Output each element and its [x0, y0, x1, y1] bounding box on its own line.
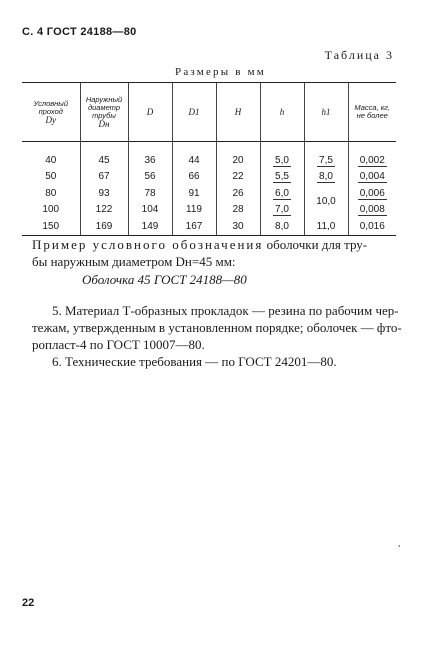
designation-formula: Оболочка 45 ГОСТ 24188—80: [82, 272, 247, 287]
table-cell: [172, 169, 216, 186]
table-row: [22, 142, 396, 169]
table-cell: [348, 202, 396, 219]
col-header-d-label: D: [146, 106, 154, 117]
table-cell-merged: [304, 185, 348, 218]
table-cell: [260, 169, 304, 186]
cell-text: 122: [95, 204, 113, 216]
col-header-nominal-bore: [22, 83, 80, 142]
table-cell: [172, 185, 216, 202]
example-text-2: бы наружным диаметром Dн=45 мм:: [32, 254, 236, 269]
col-header-nominal-bore-symbol: Dy: [45, 114, 56, 125]
table-cell: [216, 202, 260, 219]
item-5-line-2: тежам, утвержденным в установленном порядке; оболочек — фто-: [32, 320, 402, 335]
cell-text: 50: [45, 171, 57, 183]
col-header-mass: [348, 83, 396, 142]
cell-text: 8,0: [319, 171, 333, 183]
col-header-d1-label: D1: [188, 106, 200, 117]
table-cell: [348, 169, 396, 186]
cell-text: 40: [45, 154, 57, 166]
table-cell: [172, 218, 216, 235]
dimensions-caption: Размеры в мм: [175, 66, 266, 78]
table-cell: [348, 142, 396, 169]
cell-text: 36: [144, 154, 156, 166]
cell-text: 66: [188, 171, 200, 183]
table-cell: [80, 169, 128, 186]
table-cell: [304, 142, 348, 169]
cell-text: 150: [42, 220, 60, 232]
cell-text: 0,016: [359, 220, 385, 232]
table-cell: [304, 169, 348, 186]
col-header-mass-label: Масса, кг, не более: [354, 103, 391, 120]
cell-text: 67: [98, 171, 110, 183]
cell-text: 56: [144, 171, 156, 183]
dimensions-table: [22, 82, 396, 236]
cell-text: 7,0: [275, 204, 289, 216]
table-cell: [80, 202, 128, 219]
item-5-line-3: ропласт-4 по ГОСТ 10007—80.: [32, 337, 205, 352]
page-header: С. 4 ГОСТ 24188—80: [22, 26, 137, 38]
cell-text: 78: [144, 187, 156, 199]
col-header-outer-diameter-symbol: Dн: [98, 118, 110, 129]
col-header-outer-diameter-label: Наружный диаметр трубы: [85, 94, 123, 120]
table-cell: [22, 169, 80, 186]
item-5-material: [32, 302, 404, 353]
cell-text: 20: [232, 154, 244, 166]
col-header-outer-diameter: [80, 83, 128, 142]
table-cell: [216, 218, 260, 235]
cell-text: 6,0: [275, 187, 289, 199]
table-cell: [128, 202, 172, 219]
table-cell: [216, 169, 260, 186]
table-cell: [80, 218, 128, 235]
table-cell: [128, 185, 172, 202]
cell-text: 5,0: [275, 154, 289, 166]
table-cell: [22, 185, 80, 202]
table-header-row: [22, 83, 396, 142]
cell-text: 11,0: [316, 220, 336, 232]
table-cell: [348, 185, 396, 202]
cell-text: 149: [141, 220, 159, 232]
col-header-h: [260, 83, 304, 142]
cell-text: 93: [98, 187, 110, 199]
cell-text: 44: [188, 154, 200, 166]
table-label: Таблица 3: [324, 48, 394, 62]
table-cell: [260, 185, 304, 202]
table-cell: [260, 202, 304, 219]
table-cell: [128, 169, 172, 186]
cell-text: 104: [141, 204, 159, 216]
table-cell: [260, 218, 304, 235]
cell-text: 167: [185, 220, 203, 232]
cell-text: 5,5: [275, 171, 289, 183]
table-cell: [348, 218, 396, 235]
cell-text: 0,004: [359, 171, 385, 183]
cell-text: 91: [188, 187, 200, 199]
col-header-nominal-bore-label: Условный проход: [33, 98, 68, 116]
table-cell: [216, 142, 260, 169]
table-cell: [80, 185, 128, 202]
cell-text: 169: [95, 220, 113, 232]
item-5-line-1: 5. Материал Т-образных прокладок — резина по рабочим чер-: [52, 303, 399, 318]
page-number: 22: [22, 597, 35, 609]
table-cell: [304, 218, 348, 235]
item-6-technical-requirements: [32, 353, 404, 370]
cell-text: 7,5: [319, 154, 333, 166]
table-row: [22, 169, 396, 186]
cell-text: 80: [45, 187, 57, 199]
table-cell: [172, 202, 216, 219]
col-header-h1: [304, 83, 348, 142]
col-header-h-label: h: [279, 106, 285, 117]
item-6-text: 6. Технические требования — по ГОСТ 24201—80.: [52, 354, 337, 369]
table-cell: [22, 218, 80, 235]
table-cell: [172, 142, 216, 169]
col-header-h-upper: [216, 83, 260, 142]
cell-text: 28: [232, 204, 244, 216]
cell-text: 45: [98, 154, 110, 166]
col-header-d1: [172, 83, 216, 142]
cell-text: 26: [232, 187, 244, 199]
table-row: [22, 218, 396, 235]
table-cell: [128, 142, 172, 169]
table-row: [22, 185, 396, 202]
col-header-d: [128, 83, 172, 142]
margin-mark: ,: [398, 538, 401, 548]
cell-text: 30: [232, 220, 244, 232]
table-cell: [260, 142, 304, 169]
cell-text: 0,008: [359, 204, 385, 216]
cell-text: 119: [186, 204, 202, 216]
cell-text: 100: [42, 204, 60, 216]
cell-text: 22: [232, 171, 244, 183]
cell-text: 0,006: [359, 187, 385, 199]
table-cell: [80, 142, 128, 169]
col-header-h-upper-label: H: [234, 106, 242, 117]
table-cell: [22, 202, 80, 219]
table-cell: [128, 218, 172, 235]
table-cell: [216, 185, 260, 202]
designation-example: [32, 236, 404, 270]
cell-text: 8,0: [275, 220, 289, 232]
example-lead: Пример условного обозначения: [32, 237, 264, 252]
example-text-1: оболочки для тру-: [263, 237, 368, 252]
cell-text: 0,002: [359, 154, 385, 166]
col-header-h1-label: h1: [321, 106, 331, 117]
table-cell: [22, 142, 80, 169]
cell-text: 10,0: [316, 196, 336, 207]
